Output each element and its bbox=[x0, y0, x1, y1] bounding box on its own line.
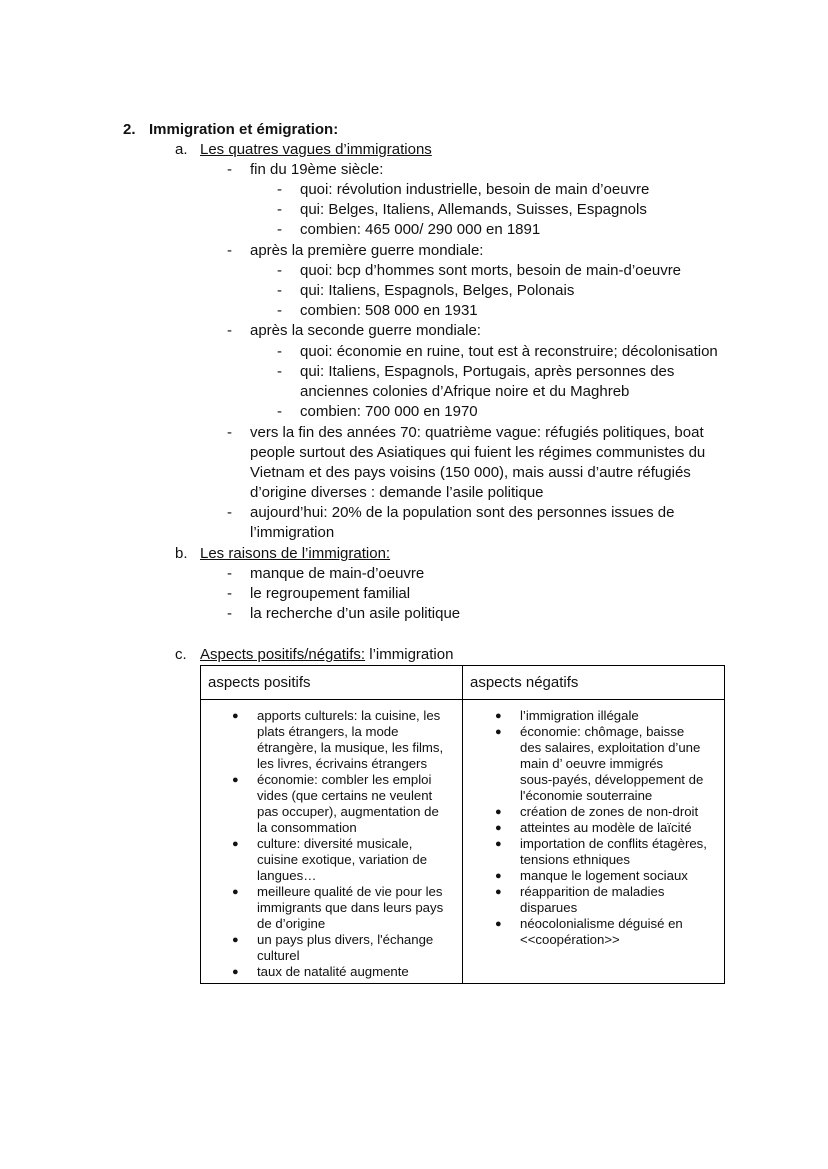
part-a-heading: Les quatres vagues d’immigrations bbox=[200, 141, 432, 158]
positive-line: la consommation bbox=[257, 820, 357, 835]
negative-line: l'économie souterraine bbox=[520, 788, 653, 803]
bullet: ● bbox=[495, 710, 502, 722]
part-a-letter: a. bbox=[175, 141, 188, 158]
part-c-heading: Aspects positifs/négatifs: bbox=[200, 646, 366, 663]
part-b-letter: b. bbox=[175, 545, 188, 562]
positive-line: apports culturels: la cuisine, les bbox=[257, 708, 441, 723]
negative-line: disparues bbox=[520, 900, 578, 915]
part-b-heading: Les raisons de l’immigration: bbox=[200, 545, 391, 562]
negative-line: atteintes au modèle de laïcité bbox=[520, 820, 692, 835]
positive-line: taux de natalité augmente bbox=[257, 964, 409, 979]
negative-line: création de zones de non-droit bbox=[520, 804, 699, 819]
dash: - bbox=[277, 403, 282, 420]
dash: - bbox=[277, 262, 282, 279]
negative-line: des salaires, exploitation d’une bbox=[520, 740, 701, 755]
dash: - bbox=[227, 605, 232, 622]
wave-1-detail: quoi: révolution industrielle, besoin de main d’oeuvre bbox=[300, 181, 650, 198]
wave-1-detail: qui: Belges, Italiens, Allemands, Suisses, Espagnols bbox=[300, 201, 647, 218]
aspects-table bbox=[200, 665, 725, 984]
col-header-positive: aspects positifs bbox=[208, 674, 311, 691]
column-divider bbox=[462, 666, 463, 983]
col-header-negative: aspects négatifs bbox=[470, 674, 579, 691]
negative-line: économie: chômage, baisse bbox=[520, 724, 685, 739]
positive-line: plats étrangers, la mode bbox=[257, 724, 399, 739]
bullet: ● bbox=[232, 934, 239, 946]
bullet: ● bbox=[232, 710, 239, 722]
bullet: ● bbox=[495, 886, 502, 898]
wave-3-detail: combien: 700 000 en 1970 bbox=[300, 403, 478, 420]
part-c-letter: c. bbox=[175, 646, 187, 663]
negative-line: <<coopération>> bbox=[520, 932, 620, 947]
wave-2-detail: quoi: bcp d’hommes sont morts, besoin de main-d’oeuvre bbox=[300, 262, 682, 279]
dash: - bbox=[227, 504, 232, 521]
bullet: ● bbox=[232, 966, 239, 978]
positive-line: de d’origine bbox=[257, 916, 326, 931]
header-divider bbox=[201, 699, 724, 700]
negative-line: main d’ oeuvre immigrés bbox=[520, 756, 664, 771]
negative-line: l’immigration illégale bbox=[520, 708, 639, 723]
positive-line: culturel bbox=[257, 948, 300, 963]
bullet: ● bbox=[495, 838, 502, 850]
negative-line: néocolonialisme déguisé en bbox=[520, 916, 683, 931]
fourth-wave-line: Vietnam et des pays voisins (150 000), mais aussi d’autre réfugiés bbox=[250, 464, 691, 481]
positive-line: langues… bbox=[257, 868, 317, 883]
dash: - bbox=[277, 282, 282, 299]
bullet: ● bbox=[232, 838, 239, 850]
negative-line: réapparition de maladies bbox=[520, 884, 665, 899]
positive-line: immigrants que dans leurs pays bbox=[257, 900, 444, 915]
dash: - bbox=[277, 221, 282, 238]
today-line: l’immigration bbox=[250, 524, 335, 541]
wave-3-detail: quoi: économie en ruine, tout est à reconstruire; décolonisation bbox=[300, 343, 718, 360]
wave-3-label: après la seconde guerre mondiale: bbox=[250, 322, 481, 339]
dash: - bbox=[277, 201, 282, 218]
dash: - bbox=[277, 363, 282, 380]
negative-line: tensions ethniques bbox=[520, 852, 630, 867]
dash: - bbox=[227, 585, 232, 602]
dash: - bbox=[227, 322, 232, 339]
bullet: ● bbox=[495, 822, 502, 834]
fourth-wave-line: d’origine diverses : demande l’asile politique bbox=[250, 484, 544, 501]
positive-line: les livres, écrivains étrangers bbox=[257, 756, 428, 771]
positive-line: meilleure qualité de vie pour les bbox=[257, 884, 443, 899]
positive-line: vides (que certains ne veulent bbox=[257, 788, 433, 803]
dash: - bbox=[227, 161, 232, 178]
dash: - bbox=[277, 302, 282, 319]
dash: - bbox=[277, 181, 282, 198]
part-c-heading-row bbox=[200, 645, 453, 665]
fourth-wave-line: people surtout des Asiatiques qui fuient les régimes communistes du bbox=[250, 444, 706, 461]
positive-line: pas occuper), augmentation de bbox=[257, 804, 439, 819]
bullet: ● bbox=[232, 774, 239, 786]
reason-item: la recherche d’un asile politique bbox=[250, 605, 461, 622]
part-c-heading-suffix: l’immigration bbox=[365, 646, 454, 663]
wave-3-detail: anciennes colonies d’Afrique noire et du Maghreb bbox=[300, 383, 630, 400]
dash: - bbox=[277, 343, 282, 360]
fourth-wave-line: vers la fin des années 70: quatrième vague: réfugiés politiques, boat bbox=[250, 424, 704, 441]
bullet: ● bbox=[495, 870, 502, 882]
wave-2-label: après la première guerre mondiale: bbox=[250, 242, 484, 259]
wave-2-detail: qui: Italiens, Espagnols, Belges, Polonais bbox=[300, 282, 575, 299]
negative-line: manque le logement sociaux bbox=[520, 868, 688, 883]
dash: - bbox=[227, 565, 232, 582]
positive-line: étrangère, la musique, les films, bbox=[257, 740, 444, 755]
bullet: ● bbox=[495, 726, 502, 738]
section-title: Immigration et émigration: bbox=[149, 121, 339, 138]
positive-line: un pays plus divers, l'échange bbox=[257, 932, 434, 947]
reason-item: manque de main-d’oeuvre bbox=[250, 565, 425, 582]
section-number: 2. bbox=[123, 121, 136, 138]
positive-line: économie: combler les emploi bbox=[257, 772, 432, 787]
wave-2-detail: combien: 508 000 en 1931 bbox=[300, 302, 478, 319]
negative-line: importation de conflits étagères, bbox=[520, 836, 707, 851]
reason-item: le regroupement familial bbox=[250, 585, 411, 602]
wave-1-label: fin du 19ème siècle: bbox=[250, 161, 384, 178]
positive-line: cuisine exotique, variation de bbox=[257, 852, 428, 867]
positive-line: culture: diversité musicale, bbox=[257, 836, 413, 851]
wave-3-detail: qui: Italiens, Espagnols, Portugais, après personnes des bbox=[300, 363, 675, 380]
dash: - bbox=[227, 424, 232, 441]
bullet: ● bbox=[495, 806, 502, 818]
dash: - bbox=[227, 242, 232, 259]
wave-1-detail: combien: 465 000/ 290 000 en 1891 bbox=[300, 221, 541, 238]
negative-line: sous-payés, développement de bbox=[520, 772, 704, 787]
bullet: ● bbox=[495, 918, 502, 930]
today-line: aujourd’hui: 20% de la population sont des personnes issues de bbox=[250, 504, 675, 521]
bullet: ● bbox=[232, 886, 239, 898]
